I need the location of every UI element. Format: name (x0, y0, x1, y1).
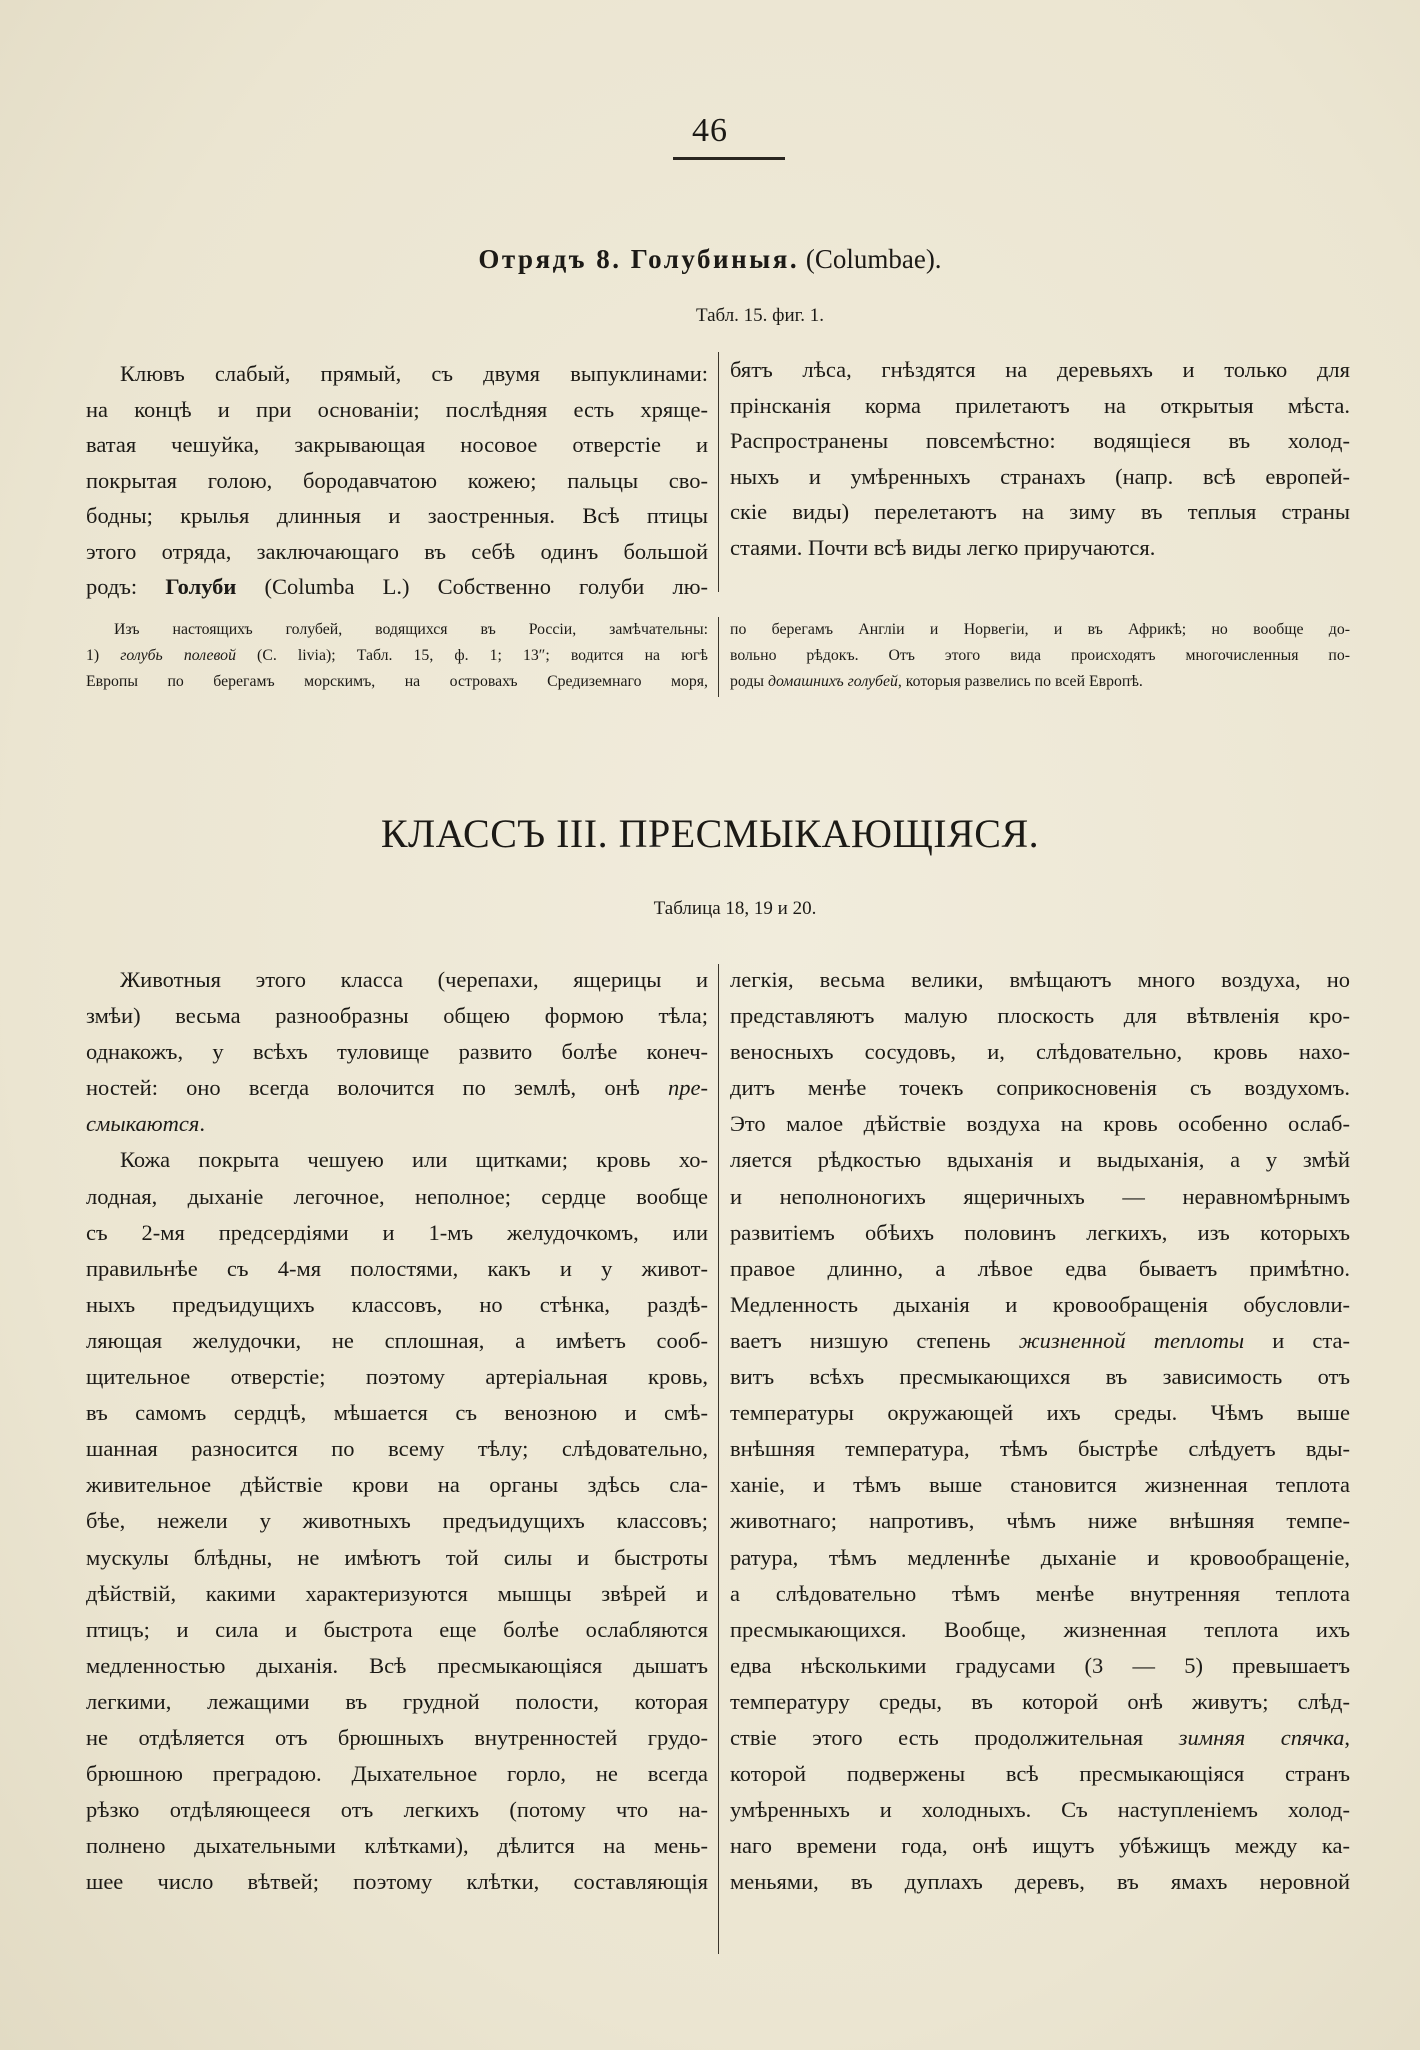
text-line: этого отряда, заключающаго въ себѣ одинъ большой (86, 538, 708, 564)
class-table-reference: Таблица 18, 19 и 20. (653, 898, 817, 919)
text-line-genus: родъ: Голуби (Columba L.) Собственно голуби лю- (86, 574, 708, 599)
text-line: ныхъ предъидущихъ классовъ, но стѣнка, раздѣ- (86, 1291, 708, 1317)
order-heading-bold: Отрядъ 8. Голубиныя. (478, 244, 800, 274)
note-line: вольно рѣдокъ. Отъ этого вида происходятъ многочисленныя по- (730, 647, 1350, 664)
order-note-left-column (86, 617, 708, 695)
text-line: правое длинно, а лѣвое едва бываетъ примѣтно. (730, 1255, 1350, 1281)
note-line: Изъ настоящихъ голубей, водящихся въ Россіи, замѣчательны: (114, 621, 708, 638)
text-line: Животныя этого класса (черепахи, ящерицы и (120, 967, 708, 992)
order-text-left-column (86, 356, 708, 605)
class-text-left-column (86, 962, 708, 1900)
note-line: по берегамъ Англіи и Норвегіи, и въ Африкѣ; но вообще до- (730, 621, 1350, 638)
text-line: легкими, лежащими въ грудной полости, которая (86, 1688, 708, 1714)
text-line: пресмыкающихся. Вообще, жизненная теплота ихъ (730, 1616, 1350, 1642)
text-line: медленностью дыханія. Всѣ пресмыкающіяся дышатъ (86, 1652, 708, 1678)
text-line: ватая чешуйка, закрывающая носовое отверстіе и (86, 432, 708, 457)
text-line: и неполноногихъ ящеричныхъ — неравномѣрнымъ (730, 1183, 1350, 1209)
text-line: шанная разносится по всему тѣлу; слѣдовательно, (86, 1436, 708, 1462)
text-line: ныхъ и умѣренныхъ странахъ (напр. всѣ европей- (730, 463, 1350, 489)
column-divider (718, 617, 719, 697)
text-line: а слѣдовательно тѣмъ менѣе внутренняя теплота (730, 1580, 1350, 1606)
order-heading-latin: (Columbae). (805, 244, 942, 274)
order-table-reference: Табл. 15. фиг. 1. (695, 305, 825, 326)
text-line: живительное дѣйствіе крови на органы здѣсь сла- (86, 1472, 708, 1498)
text-line: лодная, дыханіе легочное, неполное; сердце вообще (86, 1183, 708, 1209)
text-line: скіе виды) перелетаютъ на зиму въ теплыя страны (730, 499, 1350, 524)
page-number-rule (673, 157, 785, 160)
column-divider (718, 352, 719, 592)
text-line: животнаго; напротивъ, чѣмъ ниже внѣшняя темпе- (730, 1508, 1350, 1534)
text-line: стаями. Почти всѣ виды легко приручаются. (730, 534, 1156, 560)
text-line: умѣренныхъ и холодныхъ. Съ наступленіемъ холод- (730, 1797, 1350, 1823)
text-line: змѣи) весьма разнообразны общею формою тѣла; (86, 1003, 708, 1029)
text-line: температуры окружающей ихъ среды. Чѣмъ выше (730, 1400, 1350, 1426)
text-line: не отдѣляется отъ брюшныхъ внутренностей грудо- (86, 1724, 708, 1750)
text-line: едва нѣсколькими градусами (3 — 5) превышаетъ (730, 1652, 1350, 1678)
text-line: мускулы блѣдны, не имѣютъ той силы и быстроты (86, 1544, 708, 1570)
text-line: въ самомъ сердцѣ, мѣшается съ венозною и смѣ- (86, 1400, 708, 1426)
text-line: съ 2-мя предсердіями и 1-мъ желудочкомъ, или (86, 1219, 708, 1245)
text-line: наго времени года, онѣ ищутъ убѣжищъ между ка- (730, 1833, 1350, 1859)
text-line: Это малое дѣйствіе воздуха на кровь особенно ослаб- (730, 1111, 1350, 1137)
text-line-italic: ствіе этого есть продолжительная зимняя спячка, (730, 1724, 1350, 1750)
text-line: ляющая желудочки, не сплошная, а имѣетъ сооб- (86, 1327, 708, 1353)
text-line-italic: смыкаются. (86, 1111, 205, 1137)
text-line: которой подвержены всѣ пресмыкающіяся странъ (730, 1761, 1350, 1787)
text-line: легкія, весьма велики, вмѣщаютъ много воздуха, но (730, 967, 1350, 992)
text-line: ратура, тѣмъ медленнѣе дыханіе и кровообращеніе, (730, 1544, 1350, 1570)
text-line-italic: ваетъ низшую степень жизненной теплоты и ста- (730, 1327, 1350, 1353)
text-line: Медленность дыханія и кровообращенія обусловли- (730, 1291, 1350, 1317)
text-line: полнено дыхательными клѣтками), дѣлится на мень- (86, 1833, 708, 1859)
text-line: покрытая голою, бородавчатою кожею; пальцы сво- (86, 467, 708, 493)
text-line: ляется рѣдкостью вдыханія и выдыханія, а у змѣй (730, 1147, 1350, 1173)
order-text-right-column (730, 352, 1350, 565)
class-heading: КЛАССЪ III. ПРЕСМЫКАЮЩІЯСЯ. (380, 811, 1040, 856)
text-line: развитіемъ обѣихъ половинъ легкихъ, изъ которыхъ (730, 1219, 1350, 1245)
text-line: витъ всѣхъ пресмыкающихся въ зависимость отъ (730, 1364, 1350, 1390)
text-line: веносныхъ сосудовъ, и, слѣдовательно, кровь нахо- (730, 1039, 1350, 1065)
class-text-right-column (730, 962, 1350, 1900)
text-line: брюшною преградою. Дыхательное горло, не всегда (86, 1761, 708, 1787)
note-line-species: 1) голубь полевой (C. livia); Табл. 15, ф. 1; 13″; водится на югѣ (86, 647, 708, 664)
text-line: представляютъ малую плоскость для вѣтвленія кро- (730, 1003, 1350, 1029)
text-line: бодны; крылья длинныя и заостренныя. Всѣ птицы (86, 503, 708, 528)
text-line: птицъ; и сила и быстрота еще болѣе ослабляются (86, 1616, 708, 1642)
text-line: внѣшняя температура, тѣмъ быстрѣе слѣдуетъ вды- (730, 1436, 1350, 1462)
text-line: шее число вѣтвей; поэтому клѣтки, составляющія (86, 1869, 708, 1895)
text-line: Распространены повсемѣстно: водящіеся въ холод- (730, 428, 1350, 453)
note-line: Европы по берегамъ морскимъ, на островахъ Средиземнаго моря, (86, 673, 708, 690)
text-line: дѣйствій, какими характеризуются мышцы звѣрей и (86, 1580, 708, 1606)
text-line: правильнѣе съ 4-мя полостями, какъ и у живот- (86, 1255, 708, 1281)
text-line: рѣзко отдѣляющееся отъ легкихъ (потому что на- (86, 1797, 708, 1823)
text-line: бѣе, нежели у животныхъ предъидущихъ классовъ; (86, 1508, 708, 1534)
page-number: 46 (692, 112, 728, 149)
text-line: температуру среды, въ которой онѣ живутъ; слѣд- (730, 1688, 1350, 1714)
text-line: Кожа покрыта чешуею или щитками; кровь хо- (120, 1147, 708, 1173)
text-line: ханіе, и тѣмъ выше становится жизненная теплота (730, 1472, 1350, 1498)
text-line: на концѣ и при основаніи; послѣдняя есть хряще- (86, 396, 708, 422)
column-divider (718, 964, 719, 1954)
order-note-right-column (730, 617, 1350, 695)
text-line: щительное отверстіе; поэтому артеріальная кровь, (86, 1364, 708, 1390)
text-line: бятъ лѣса, гнѣздятся на деревьяхъ и только для (730, 357, 1350, 382)
text-line: однакожъ, у всѣхъ туловище развито болѣе конеч- (86, 1039, 708, 1065)
order-heading (0, 244, 1420, 275)
genus-name: Голуби (165, 574, 237, 599)
text-line: прінсканія корма прилетаютъ на открытыя мѣста. (730, 392, 1350, 418)
text-line: дитъ менѣе точекъ соприкосновенія съ воздухомъ. (730, 1075, 1350, 1101)
text-line: меньями, въ дуплахъ деревъ, въ ямахъ неровной (730, 1869, 1350, 1895)
note-line-domestic: роды домашнихъ голубей, которыя развелись по всей Европѣ. (730, 673, 1143, 690)
text-line-italic: ностей: оно всегда волочится по землѣ, онѣ пре- (86, 1075, 708, 1101)
text-line: Клювъ слабый, прямый, съ двумя выпуклинами: (120, 361, 708, 386)
